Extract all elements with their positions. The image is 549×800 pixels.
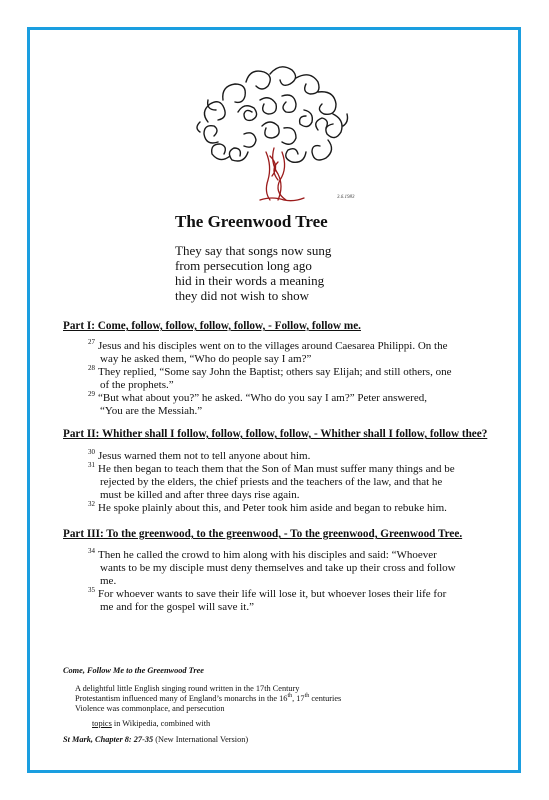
verse-text: They replied, “Some say John the Baptist; others say Elijah; and still others, one <box>98 366 452 378</box>
verse-text: He spoke plainly about this, and Peter took him aside and began to rebuke him. <box>98 502 447 514</box>
source-reference: St Mark, Chapter 8: 27-35 <box>63 735 154 744</box>
verse-text: me. <box>100 575 117 587</box>
tree-signature: 3.6.1983 <box>337 195 355 200</box>
verse-number: 30 <box>88 448 95 457</box>
part-1-verses <box>88 340 488 418</box>
footer-line: A delightful little English singing round written in the 17th Century <box>75 684 300 693</box>
verse-32 <box>88 502 488 515</box>
page-title: The Greenwood Tree <box>175 212 328 231</box>
topics-link[interactable]: topics <box>92 719 112 728</box>
part-1-heading: Part I: Come, follow, follow, follow, follow, - Follow, follow me. <box>63 320 361 332</box>
verse-35 <box>88 588 488 614</box>
verse-text: For whoever wants to save their life will lose it, but whoever loses their life for <box>98 588 447 600</box>
verse-text: Jesus warned them not to tell anyone about him. <box>98 450 311 462</box>
footer-source <box>63 735 493 745</box>
source-version: (New International Version) <box>153 735 249 744</box>
poem-line: hid in their words a meaning <box>175 273 325 288</box>
verse-30 <box>88 450 488 463</box>
footer-text: , 17 <box>292 694 305 703</box>
verse-number: 32 <box>88 500 95 509</box>
part-2-heading: Part II: Whither shall I follow, follow, follow, follow, - Whither shall I follow, follow thee? <box>63 428 488 440</box>
verse-text: He then began to teach them that the Son of Man must suffer many things and be <box>98 463 455 475</box>
part-3-heading: Part III: To the greenwood, to the greenwood, - To the greenwood, Greenwood Tree. <box>63 528 463 540</box>
part-3-verses <box>88 549 488 614</box>
superscript: th <box>287 693 293 700</box>
verse-number: 34 <box>88 547 95 556</box>
footer-title: Come, Follow Me to the Greenwood Tree <box>63 666 204 675</box>
tree-drawing-icon <box>178 52 368 207</box>
poem <box>175 243 331 303</box>
verse-31 <box>88 463 488 502</box>
verse-number: 29 <box>88 390 95 399</box>
verse-29 <box>88 392 488 418</box>
footer-line: Violence was commonplace, and persecution <box>75 704 225 713</box>
verse-text: wants to be my disciple must deny themselves and take up their cross and follow <box>100 562 456 574</box>
verse-number: 31 <box>88 461 95 470</box>
poem-line: they did not wish to show <box>175 288 309 303</box>
footer-line <box>63 694 493 704</box>
verse-text: of the prophets.” <box>100 379 174 391</box>
verse-28 <box>88 366 488 392</box>
verse-34 <box>88 549 488 588</box>
footer-notes <box>63 666 493 745</box>
verse-text: rejected by the elders, the chief priests and the teachers of the law, and that he <box>100 476 443 488</box>
verse-text: must be killed and after three days rise again. <box>100 489 300 501</box>
verse-text: “You are the Messiah.” <box>100 405 203 417</box>
part-2-verses <box>88 450 488 515</box>
verse-number: 35 <box>88 586 95 595</box>
verse-number: 28 <box>88 364 95 373</box>
footer-topics <box>63 719 493 729</box>
superscript: th <box>304 693 310 700</box>
footer-text: in Wikipedia, combined with <box>111 719 211 728</box>
verse-text: me and for the gospel will save it.” <box>100 601 254 613</box>
verse-27 <box>88 340 488 366</box>
verse-number: 27 <box>88 338 95 347</box>
verse-text: Then he called the crowd to him along with his disciples and said: “Whoever <box>98 549 437 561</box>
poem-line: from persecution long ago <box>175 258 312 273</box>
poem-line: They say that songs now sung <box>175 243 332 258</box>
footer-text: centuries <box>309 694 342 703</box>
verse-text: “But what about you?” he asked. “Who do you say I am?” Peter answered, <box>98 392 427 404</box>
footer-text: Protestantism influenced many of England’s monarchs in the 16 <box>75 694 288 703</box>
verse-text: way he asked them, “Who do people say I am?” <box>100 353 312 365</box>
verse-text: Jesus and his disciples went on to the villages around Caesarea Philippi. On the <box>98 340 448 352</box>
